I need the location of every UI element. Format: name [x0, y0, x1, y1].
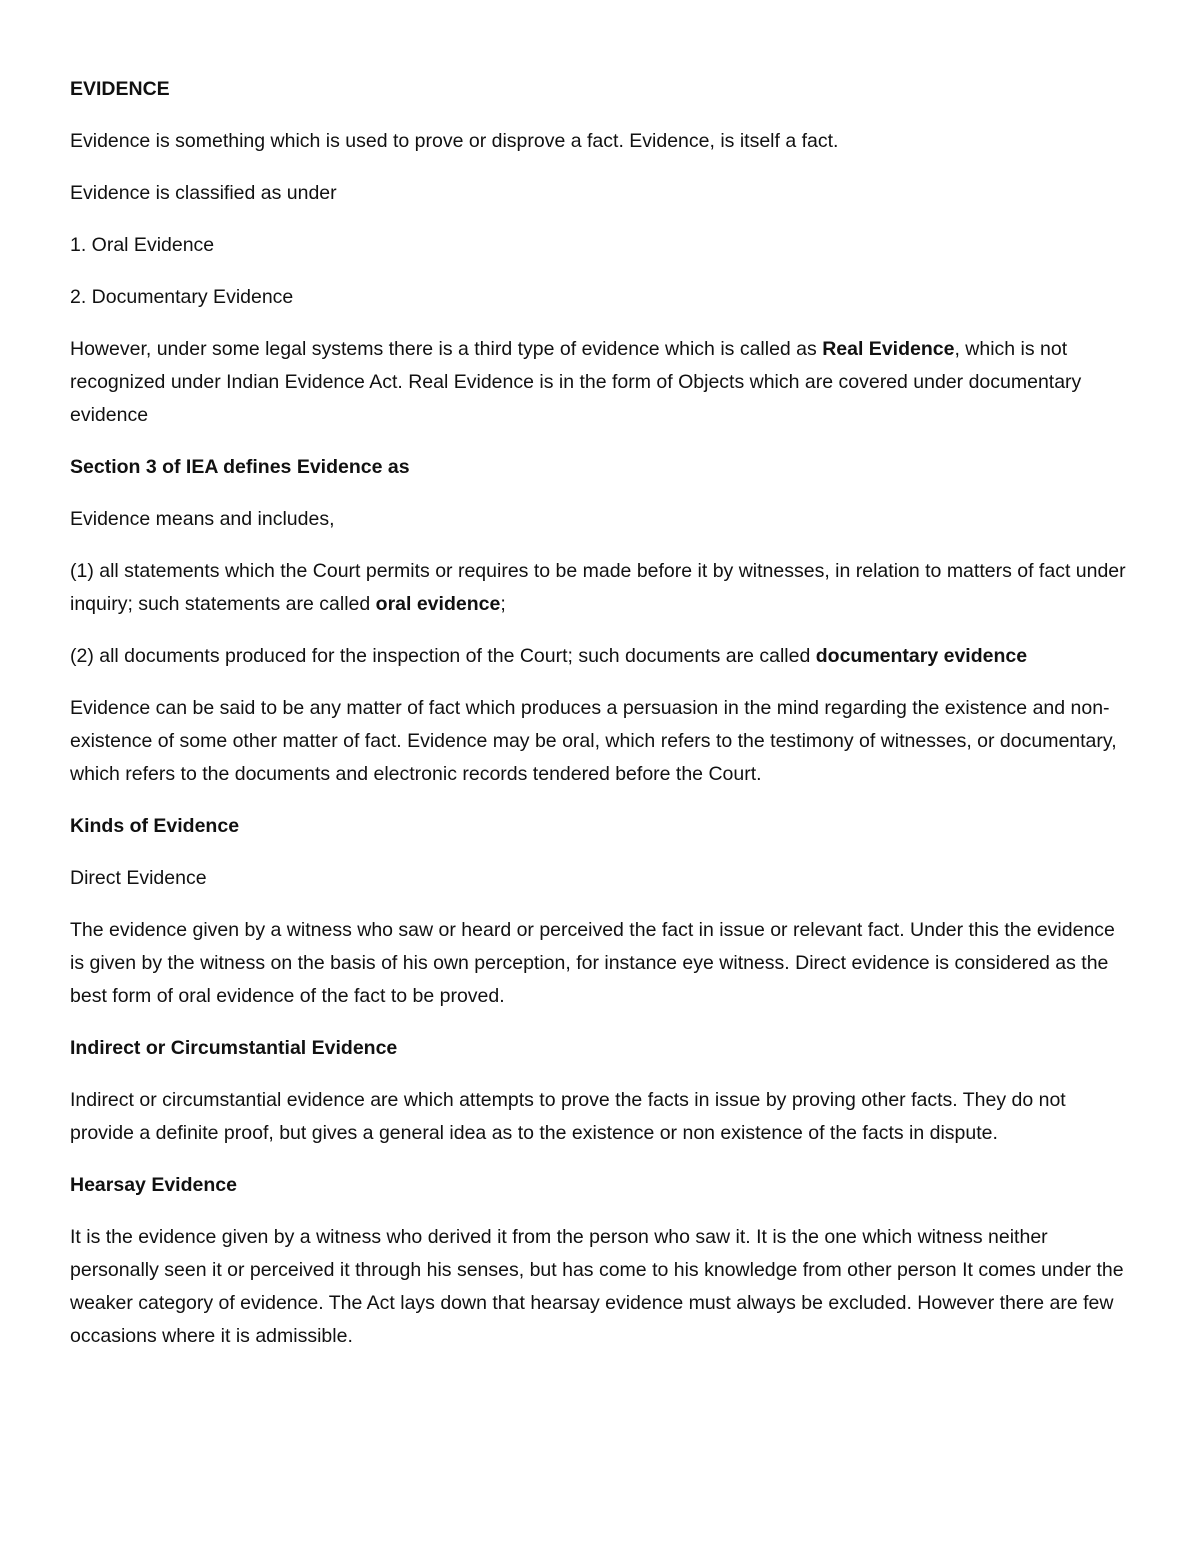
indirect-paragraph: Indirect or circumstantial evidence are which attempts to prove the facts in issue by proving other facts. They do not provide a definite proof, but gives a general idea as to the existence or non existence of the facts in dispute. [70, 1089, 1066, 1144]
clause-2-term: documentary evidence [815, 645, 1028, 667]
hearsay-heading: Hearsay Evidence [70, 1174, 237, 1196]
means-includes: Evidence means and includes, [70, 508, 335, 530]
clause-2-text-before: (2) all documents produced for the inspection of the Court; such documents are called [70, 645, 816, 667]
document-page [70, 73, 1132, 1372]
section3-heading: Section 3 of IEA defines Evidence as [70, 456, 410, 478]
indirect-heading: Indirect or Circumstantial Evidence [70, 1037, 398, 1059]
intro-paragraph: Evidence is something which is used to prove or disprove a fact. Evidence, is itself a fact. [70, 130, 839, 152]
real-evidence-text-before: However, under some legal systems there is a third type of evidence which is called as [70, 338, 823, 360]
real-evidence-text-after: , which is not recognized under Indian Evidence Act. Real Evidence is in the form of Objects which are covered under documentary evidence [70, 338, 1082, 426]
page-title: EVIDENCE [70, 78, 170, 100]
class-item-oral: 1. Oral Evidence [70, 234, 215, 256]
real-evidence-term: Real Evidence [822, 338, 955, 360]
clause-1-text-before: (1) all statements which the Court permits or requires to be made before it by witnesses, in relation to matters of fact under inquiry; such statements are called [70, 560, 1126, 615]
clause-1-paragraph [70, 555, 1132, 621]
classified-intro: Evidence is classified as under [70, 182, 337, 204]
direct-paragraph: The evidence given by a witness who saw or heard or perceived the fact in issue or relevant fact. Under this the evidence is given by the witness on the basis of his own perception, for instance eye witness. Direct evidence is considered as the best form of oral evidence of the fact to be proved. [70, 919, 1115, 1007]
clause-1-term: oral evidence [375, 593, 501, 615]
general-paragraph: Evidence can be said to be any matter of fact which produces a persuasion in the mind regarding the existence and non-existence of some other matter of fact. Evidence may be oral, which refers to the testimony of witnesses, or documentary, which refers to the documents and electronic records tendered before the Court. [70, 697, 1117, 785]
clause-2-paragraph [70, 640, 1132, 673]
clause-1-text-after: ; [500, 593, 506, 615]
class-item-documentary: 2. Documentary Evidence [70, 286, 294, 308]
real-evidence-paragraph [70, 333, 1132, 432]
direct-heading: Direct Evidence [70, 867, 207, 889]
kinds-heading: Kinds of Evidence [70, 815, 240, 837]
hearsay-paragraph: It is the evidence given by a witness who derived it from the person who saw it. It is the one which witness neither personally seen it or perceived it through his senses, but has come to his knowledge from other person It comes under the weaker category of evidence. The Act lays down that hearsay evidence must always be excluded. However there are few occasions where it is admissible. [70, 1226, 1124, 1347]
